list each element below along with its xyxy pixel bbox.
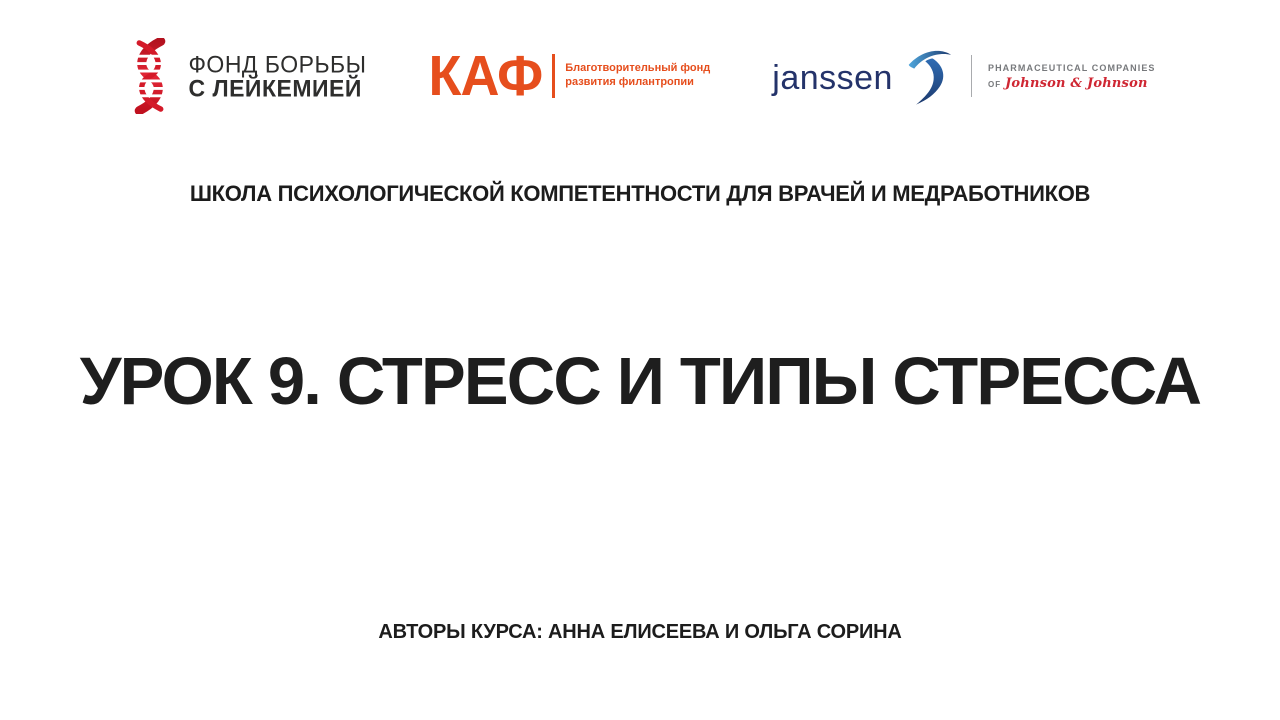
kaf-tagline <box>565 62 710 90</box>
leukemia-fund-line2: С ЛЕЙКЕМИЕЙ <box>188 74 362 102</box>
course-subtitle: ШКОЛА ПСИХОЛОГИЧЕСКОЙ КОМПЕТЕНТНОСТИ ДЛЯ ВРАЧЕЙ И МЕДРАБОТНИКОВ <box>189 181 1091 206</box>
janssen-divider <box>971 55 972 97</box>
janssen-logo <box>772 45 1155 107</box>
dna-helix-icon <box>124 38 176 114</box>
kaf-wordmark: КАФ <box>428 44 543 108</box>
leukemia-fund-line1: ФОНД БОРЬБЫ <box>188 49 367 78</box>
jnj-of-label: OF <box>987 80 1002 89</box>
kaf-tagline-line1: Благотворительный фонд <box>565 62 711 75</box>
kaf-tagline-line2: развития филантропии <box>565 76 694 88</box>
kaf-divider <box>552 54 555 98</box>
leukemia-fund-wordmark <box>188 49 367 102</box>
jnj-script-wordmark: Johnson & Johnson <box>1005 76 1148 91</box>
partner-logo-band <box>0 34 1280 118</box>
lesson-title: УРОК 9. СТРЕСС И ТИПЫ СТРЕССА <box>79 344 1201 419</box>
janssen-wordmark: janssen <box>772 59 893 97</box>
jnj-of-row <box>988 76 1156 91</box>
jnj-block <box>988 63 1156 91</box>
jnj-companies-line: PHARMACEUTICAL COMPANIES <box>987 63 1156 73</box>
leukemia-fund-logo <box>124 38 366 114</box>
janssen-figure-icon <box>905 45 953 107</box>
kaf-logo <box>428 44 711 108</box>
authors-line: АВТОРЫ КУРСА: АННА ЕЛИСЕЕВА И ОЛЬГА СОРИНА <box>378 621 902 643</box>
